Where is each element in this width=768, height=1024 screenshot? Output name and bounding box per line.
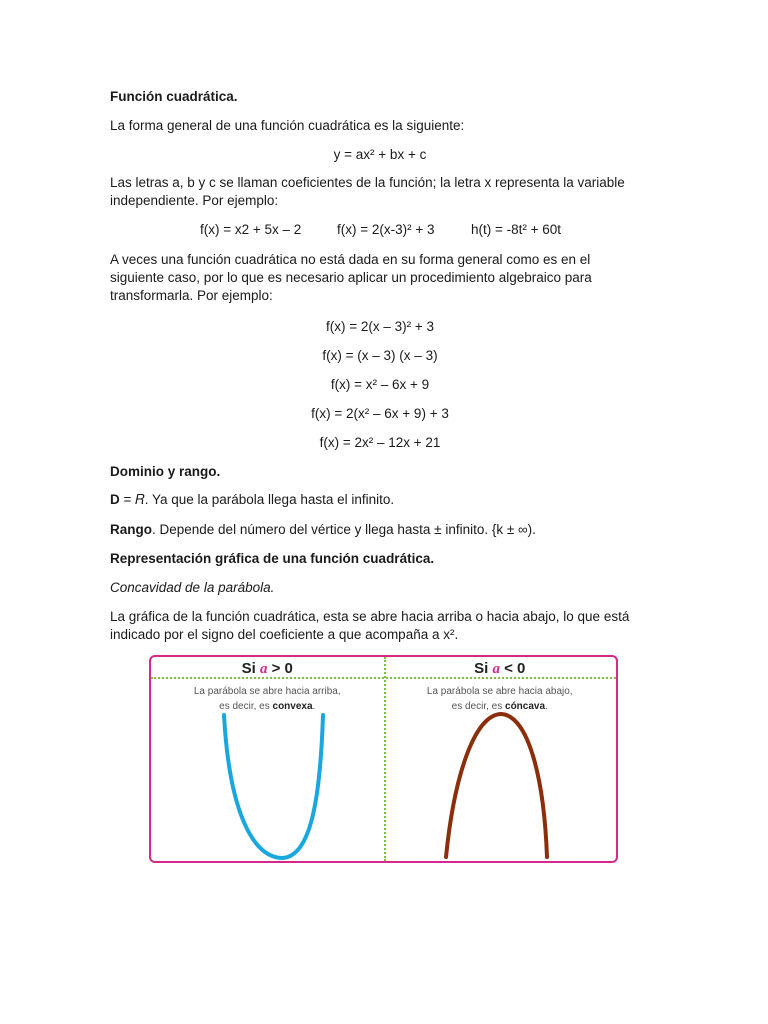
upward-parabola bbox=[151, 657, 384, 861]
panel-convex bbox=[151, 657, 384, 861]
example-1: f(x) = x2 + 5x – 2 bbox=[200, 222, 302, 237]
step-2: f(x) = (x – 3) (x – 3) bbox=[322, 348, 438, 363]
domain-heading: Dominio y rango. bbox=[110, 464, 221, 479]
step-1: f(x) = 2(x – 3)² + 3 bbox=[325, 319, 435, 334]
coefficients-paragraph: Las letras a, b y c se llaman coeficientes de la función; la letra x representa la variable independiente. Por ejemplo: bbox=[110, 175, 629, 208]
panel-title-convex: Si a > 0 bbox=[241, 660, 293, 677]
graph-heading: Representación gráfica de una función cuadrática. bbox=[110, 551, 435, 566]
step-4: f(x) = 2(x² – 6x + 9) + 3 bbox=[311, 406, 449, 421]
section-heading: Función cuadrática. bbox=[110, 89, 238, 104]
example-3: h(t) = -8t² + 60t bbox=[471, 222, 562, 237]
panel-title-concave: Si a < 0 bbox=[474, 660, 526, 677]
step-3: f(x) = x² – 6x + 9 bbox=[330, 377, 430, 392]
panel-desc-convex: La parábola se abre hacia arriba, es decir, es convexa. bbox=[193, 686, 341, 712]
step-5: f(x) = 2x² – 12x + 21 bbox=[319, 435, 441, 450]
range-line: Rango. Depende del número del vértice y llega hasta ± infinito. {k ± ∞). bbox=[110, 522, 536, 537]
domain-line: D = 𝑅. Ya que la parábola llega hasta el infinito. bbox=[110, 492, 395, 507]
transform-paragraph: A veces una función cuadrática no está dada en su forma general como es en el siguiente caso, por lo que es necesario aplicar un procedimiento algebraico para transformarla. Por ejemplo: bbox=[110, 252, 596, 303]
panel-desc-concave: La parábola se abre hacia abajo, es decir, es cóncava. bbox=[426, 686, 573, 712]
downward-parabola bbox=[384, 657, 617, 861]
intro-paragraph: La forma general de una función cuadrática es la siguiente: bbox=[110, 118, 465, 133]
examples-row bbox=[200, 222, 580, 240]
concavity-subheading: Concavidad de la parábola. bbox=[110, 580, 275, 595]
concavity-figure bbox=[149, 655, 618, 863]
example-2: f(x) = 2(x-3)² + 3 bbox=[337, 222, 435, 237]
general-form-equation: y = ax² + bx + c bbox=[333, 147, 427, 162]
concavity-paragraph: La gráfica de la función cuadrática, esta se abre hacia arriba o hacia abajo, lo que está indicado por el signo del coeficiente a que acompaña a x². bbox=[110, 609, 634, 642]
panel-concave bbox=[384, 657, 617, 861]
